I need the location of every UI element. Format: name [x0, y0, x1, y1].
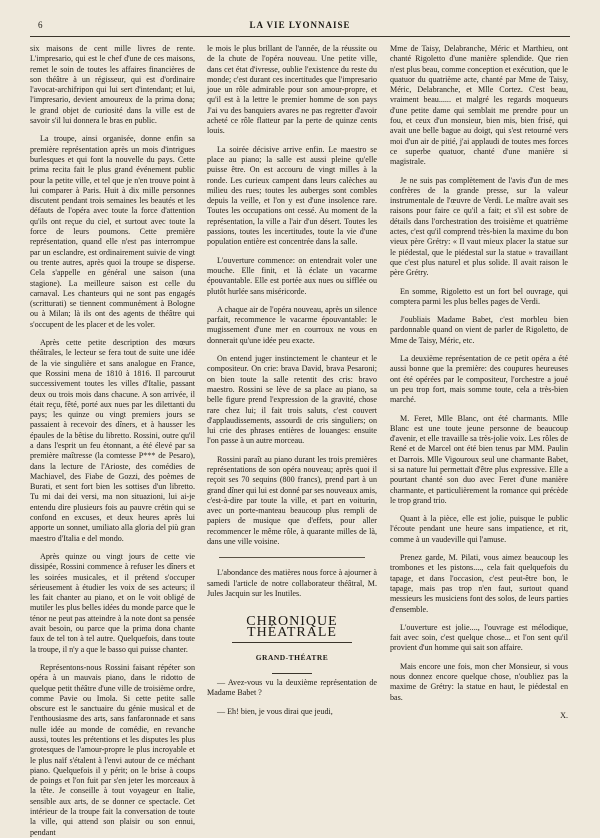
column-3 — [390, 44, 568, 804]
paragraph: Mme de Taisy, Delabranche, Méric et Marthieu, ont chanté Rigoletto d'une manière splendide. Que rien n'est plus beau, comme conception et exécution, que le quatuor du quatrième acte, chanté par Mme de Taisy, Méric, Delabranche, et Mlle Cortez. C'est beau, vraiment beau...... et malgré les regards moqueurs d'une petite dame qui semblait me prendre pour un fou, et ceux d'un monsieur, bien mis, bien frisé, qui avait une belle bague au doigt, qui s'est retourné vers moi d'un air de pitié, j'ai applaudi de toutes mes forces ce superbe quatuor, chanté d'une manière si magistrale. — [390, 44, 568, 167]
paragraph: Rossini paraît au piano durant les trois premières représentations de son opéra nouveau; après quoi il reçoit ses 70 sequins (800 francs), prend part à un grand dîner qui lui est donné par ses nouveaux amis, c'est-à-dire par toute la ville, et part en voiturin, avec un porte-manteau beaucoup plus rempli de papiers de musique que d'effets, pour aller recommencer le même rôle, à quarante milles de là, dans une ville voisine. — [207, 454, 377, 547]
chronique-title: CHRONIQUE THÉATRALE — [246, 614, 338, 640]
paragraph: — Avez-vous vu la deuxième représentation de Madame Babet ? — [207, 678, 377, 698]
paragraph: La troupe, ainsi organisée, donne enfin sa première représentation après un mois d'intrigues burlesques et qui font la nouvelle du pays. Cette prima recita fait le plus grand événement public pour la petite ville, et tel que je n'en trouve point à lui comparer à Paris. Huit à dix mille personnes discutent pendant trois semaines les beautés et les défauts de l'opéra avec toute la force d'attention qu'ils ont reçue du ciel, et surtout avec toute la force de leurs poumons. Cette première représentation, quand elle n'est pas interrompue par un esclandre, est ordinairement suivie de vingt ou trente autres, après quoi la troupe se disperse. Cela s'appelle en général une saison (una stagione). La meilleure saison est celle du carnaval. Les chanteurs qui ne sont pas engagés (scritturati) se tiennent communément à Bologne ou à Milan; là ils ont des agents de théâtre qui s'occupent de les placer et de les voler. — [30, 134, 195, 329]
signature: X. — [560, 710, 568, 720]
paragraph: A chaque air de l'opéra nouveau, après un silence parfait, recommence le vacarme épouvantable: le mugissement d'une mer en courroux ne vous en donnerait qu'une idée peu exacte. — [207, 304, 377, 345]
paragraph: L'ouverture est jolie...., l'ouvrage est mélodique, fait avec soin, c'est quelque chose... et l'on sent qu'il provient d'un homme qui sait son affaire. — [390, 622, 568, 653]
running-title: LA VIE LYONNAISE — [249, 20, 351, 30]
paragraph: Après quinze ou vingt jours de cette vie dissipée, Rossini commence à refuser les dîners et les soirées musicales, et il prétend s'occuper sérieusement à étudier les voix de ses acteurs; il les fait chanter au piano, et on le voit obligé de mutiler les plus belles idées du monde parce que le ténor ne peut pas atteindre à la note dont sa pensée avait besoin, ou parce que la prima dona chante faux de tel ton à tel autre. Quelquefois, dans toute la troupe, il n'y a que le basso qui puisse chanter. — [30, 551, 195, 654]
paragraph: Représentons-nous Rossini faisant répéter son opéra à un mauvais piano, dans le ridotto de quelque petit théâtre d'une ville de troisième ordre, comme Pavie ou Imola. Si cette petite salle obscure est le sanctuaire du génie musical et de l'enthousiasme des arts, sans fanfaronnade et sans nulle idée au monde de comédie, en revanche aussi, toutes les prétentions et les disputes les plus grotesques de l'amour-propre le plus incroyable et le plus naïf s'étalent à l'envi autour de ce méchant piano. Quelquefois il y périt; on le brise à coups de poings et l'on fuit par s'en jeter les morceaux à la tête. Je conseille à tout voyageur en Italie, sensible aux arts, de se donner ce spectacle. Cet intérieur de la troupe fait la conversation de toute la ville, qui attend son plaisir ou son ennui, pendant — [30, 662, 195, 837]
paragraph: J'oubliais Madame Babet, c'est morbleu bien pardonnable quand on vient de parler de Rigoletto, de Mme de Taisy, Méric, etc. — [390, 315, 568, 345]
paragraph: La soirée décisive arrive enfin. Le maestro se place au piano; la salle est aussi pleine qu'elle puisse être. On est accouru de vingt milles à la ronde. Les curieux campent dans leurs calèches au milieu des rues; toutes les auberges sont combles depuis la veille, et l'on y est d'une insolence rare. Toutes les occupations ont cessé. Au moment de la représentation, la ville a l'air d'un désert. Toutes les passions, toutes les incertitudes, toute la vie d'une population entière est concentrée dans la salle. — [207, 144, 377, 247]
paragraph: L'ouverture commence: on entendrait voler une mouche. Elle finit, et là éclate un vacarme épouvantable. Elle est portée aux nues ou sifflée ou plutôt hurlée sans miséricorde. — [207, 255, 377, 296]
paragraph: six maisons de cent mille livres de rente. L'impresario, qui est le chef d'une de ces maisons, remet le soin de toutes les affaires financières de son théâtre à un régisseur, qui est d'ordinaire l'avocat-archifripon qui lui sert d'intendant; et lui, l'impresario, devient amoureux de la prima dona; le grand objet de curiosité dans la ville est de savoir s'il lui donnera le bras en public. — [30, 44, 195, 126]
paragraph: Mais encore une fois, mon cher Monsieur, si vous nous donnez encore quelque chose, n'oubliez pas la maxime de Grétry: la statue en haut, le piédestal en bas. — [390, 661, 568, 702]
header-rule — [30, 36, 570, 37]
section-divider — [219, 557, 365, 558]
subtitle-rule — [272, 673, 312, 674]
paragraph: Prenez garde, M. Pilati, vous aimez beaucoup les trombones et les pistons...., cela fait quelquefois du tapage, et dans l'occasion, c'est peut-être bon, le tapage, mais pas trop n'en faut, surtout quand messieurs les musiciens font des solos, de leurs parties d'ensemble. — [390, 553, 568, 614]
paragraph: Quant à la pièce, elle est jolie, puisque le public l'écoute pendant une heure sans impatience, et rit, comme à un vaudeville qui l'amuse. — [390, 514, 568, 544]
paragraph: — Eh! bien, je vous dirai que jeudi, — [217, 706, 333, 716]
editorial-notice: L'abondance des matières nous force à ajourner à samedi l'article de notre collaborateur théâtral, M. Jules Jacquin sur les Inutiles. — [207, 568, 377, 598]
paragraph: En somme, Rigoletto est un fort bel ouvrage, qui comptera parmi les plus belles pages de Verdi. — [390, 286, 568, 306]
paragraph: M. Feret, Mlle Blanc, ont été charmants. Mlle Blanc est une toute jeune personne de beaucoup d'avenir, et elle travaille sa très-jolie voix. Les rôles de René et de Marcel ont été bien tenus par MM. Paulin et Darrois. Mlle Vigouroux seul une charmante Babet, si sa nature lui permettait d'être plus expressive. Elle a pourtant chanté son duo avec Feret d'une manière charmante, et particulièrement la romance qui précède le trop grand trio. — [390, 413, 568, 505]
paragraph: Après cette petite description des mœurs théâtrales, le lecteur se fera tout de suite une idée de la vie singulière et sans analogue en France, que Rossini mena de 1810 à 1816. Il parcourut successivement toutes les villes d'Italie, passant deux ou trois mois dans chacune. A son arrivée, il était reçu, fêté, porté aux nues par les dilettanti du pays; les quinze ou vingt premiers jours se passaient à recevoir des dîners, et à hausser les épaules de la bêtise du libretto. Rossini, outre qu'il a dans l'esprit un feu étonnant, a été élevé par sa première maîtresse (la comtesse P*** de Pesaro), dans la lecture de l'Arioste, des comédies de Machiavel, des Fiabe de Gozzi, des poèmes de Burati, et sent fort bien les sottises d'un libretto. Tu mi dai dei versi, ma non situazioni, lui ai-je entendu dire plusieurs fois au pauvre crétin qui se confond en excuses, et deux heures après lui apporte un sonnet, umiliato alla gloria del più gran maestro d'Italia e del mondo. — [30, 338, 195, 543]
paragraph: le mois le plus brillant de l'année, de la réussite ou de la chute de l'opéra nouveau. Une petite ville, dans cet état d'ivresse, oublie l'existence du reste du monde; c'est durant ces incertitudes que l'impresario joue un rôle admirable pour son amour-propre, et qu'il est à la lettre le premier homme de son pays J'ai vu des banquiers avares ne pas regretter d'avoir acheté ce rôle flatteur par la perte de quinze cents louis. — [207, 44, 377, 136]
paragraph: La deuxième représentation de ce petit opéra a été aussi bonne que la première: des coupures heureuses ont été opérées par le compositeur, l'orchestre a joué un peu trop fort, mais somme toute, cela a très-bien marché. — [390, 354, 568, 405]
paragraph: On entend juger instinctement le chanteur et le compositeur. On crie: brava David, brava Pesaroni; on bien toute la salle retentit des cris: bravo maestro. Rossini se lève de sa place au piano, sa belle figure prend l'expression de la gravité, chose rare chez lui; il fait trois saluts, c'est couvert d'applaudissements, assourdi de cris singuliers; on lui crie des phrases entières de louanges: ensuite l'on passe à un autre morceau. — [207, 354, 377, 446]
column-2 — [207, 44, 377, 804]
page-number: 6 — [38, 20, 43, 30]
title-rule — [232, 642, 352, 643]
page-header — [30, 14, 570, 38]
paragraph: Je ne suis pas complètement de l'avis d'un de mes confrères de la grande presse, sur la valeur instrumentale de l'œuvre de Verdi. Le maître avait ses raisons pour faire ce qu'il a fait; et s'il est sobre de détails dans l'orchestration des troisième et quatrième actes, c'est qu'il comprend très-bien la maxime du bon vieux père Grétry: « Il vaut mieux placer la statue sur le piédestal, que le piédestal sur la statue » travaillant que c'est plus naturel et plus solide. Il avait raison le père Grétry. — [390, 175, 568, 278]
chronique-subtitle: GRAND-THÉATRE — [255, 652, 329, 662]
column-1 — [30, 44, 195, 837]
